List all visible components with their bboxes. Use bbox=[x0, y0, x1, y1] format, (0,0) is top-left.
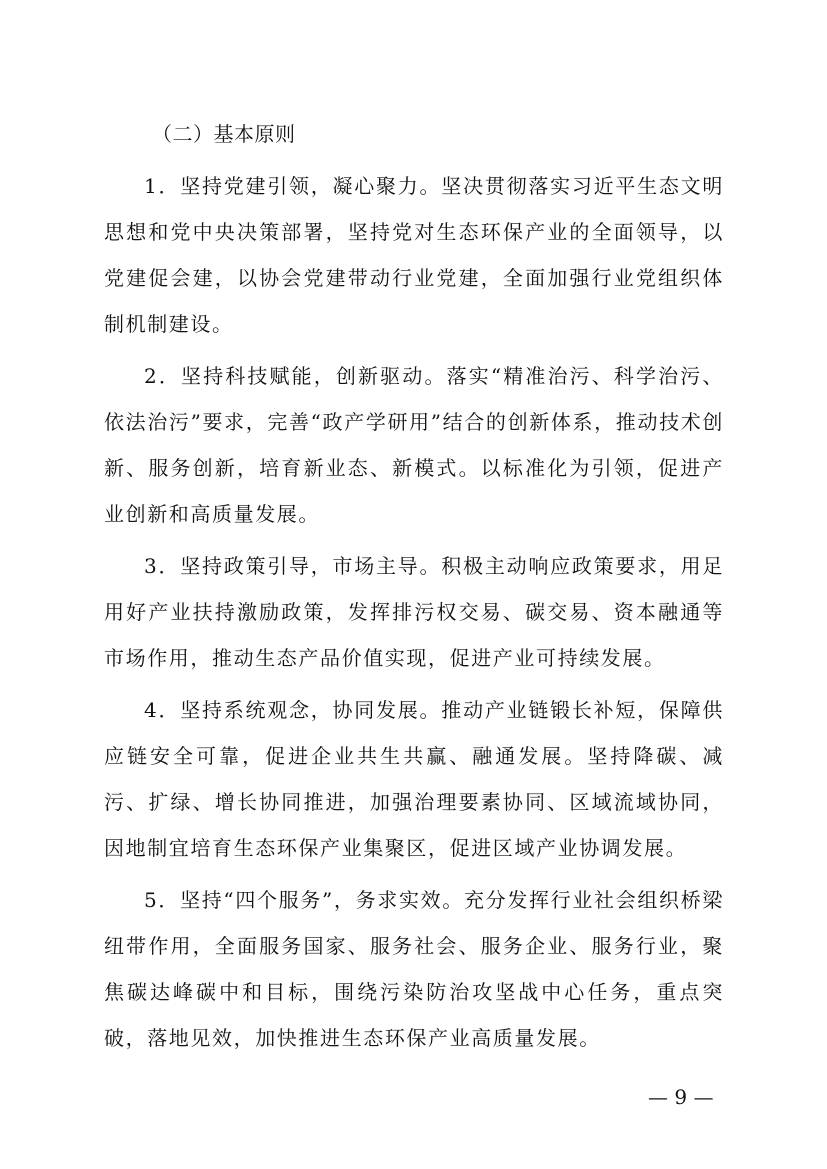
principle-paragraph-3: 3．坚持政策引导，市场主导。积极主动响应政策要求，用足用好产业扶持激励政策，发挥排污权交易、碳交易、资本融通等市场作用，推动生态产品价值实现，促进产业可持续发展。 bbox=[104, 554, 724, 670]
section-heading: （二）基本原则 bbox=[152, 122, 296, 146]
document-body bbox=[104, 111, 724, 1067]
principle-paragraph-5: 5．坚持“四个服务”，务求实效。充分发挥行业社会组织桥梁纽带作用，全面服务国家、服务社会、服务企业、服务行业，聚焦碳达峰碳中和目标，围绕污染防治攻坚战中心任务，重点突破，落地见效，加快推进生态环保产业高质量发展。 bbox=[104, 888, 724, 1050]
principle-paragraph-2: 2．坚持科技赋能，创新驱动。落实“精准治污、科学治污、依法治污”要求，完善“政产学研用”结合的创新体系，推动技术创新、服务创新，培育新业态、新模式。以标准化为引领，促进产业创新和高质量发展。 bbox=[104, 364, 724, 526]
page-number: — 9 — bbox=[648, 1085, 714, 1109]
principle-paragraph-1: 1．坚持党建引领，凝心聚力。坚决贯彻落实习近平生态文明思想和党中央决策部署，坚持党对生态环保产业的全面领导，以党建促会建，以协会党建带动行业党建，全面加强行业党组织体制机制建设。 bbox=[104, 174, 724, 336]
principle-paragraph-4: 4．坚持系统观念，协同发展。推动产业链锻长补短，保障供应链安全可靠，促进企业共生共赢、融通发展。坚持降碳、减污、扩绿、增长协同推进，加强治理要素协同、区域流域协同，因地制宜培育生态环保产业集聚区，促进区域产业协调发展。 bbox=[104, 698, 724, 860]
